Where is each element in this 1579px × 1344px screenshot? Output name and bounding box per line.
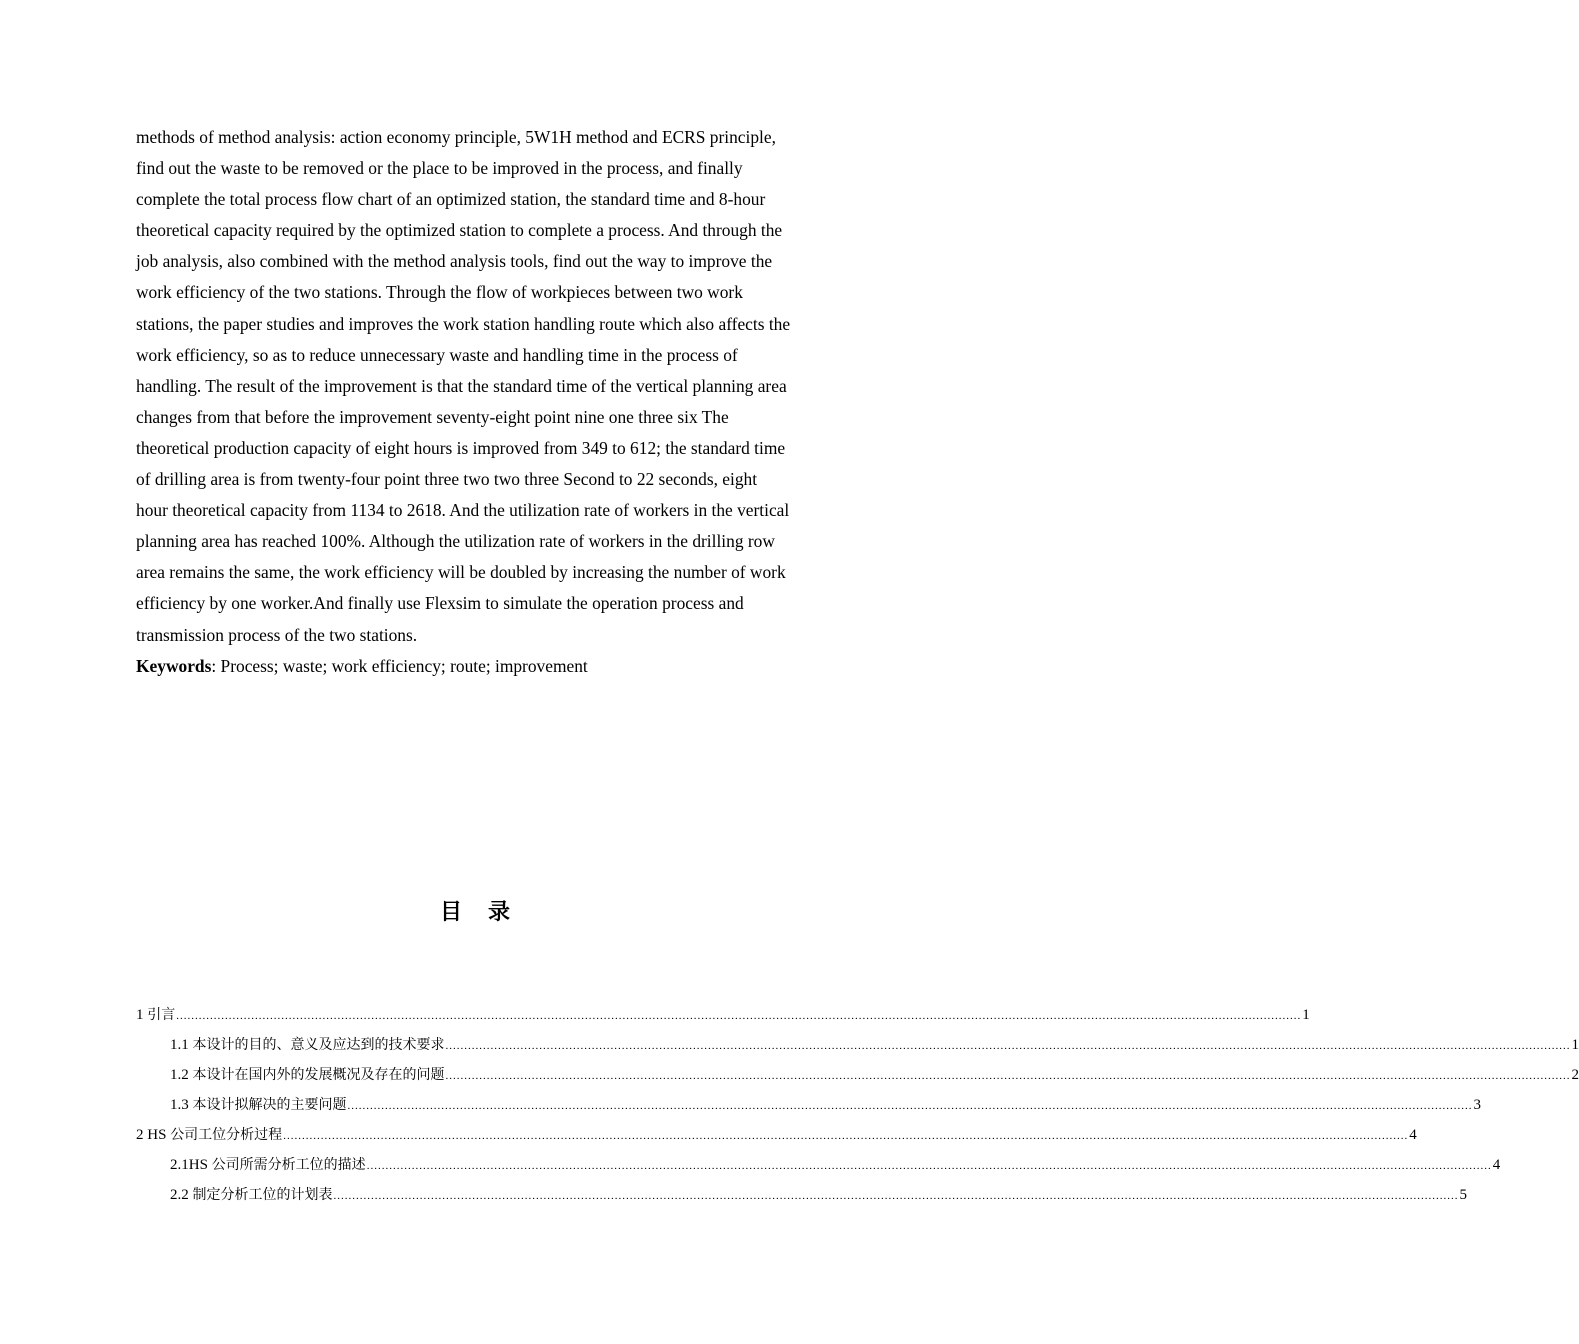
toc-entry-title: 公司所需分析工位的描述 — [211, 1157, 366, 1173]
toc-entry-title: 公司工位分析过程 — [170, 1127, 283, 1143]
toc-entry-page: 4 — [1492, 1157, 1501, 1173]
toc-title — [0, 896, 950, 930]
toc-entry[interactable] — [136, 1180, 1467, 1210]
toc-entry-title: 本设计在国内外的发展概况及存在的问题 — [192, 1067, 445, 1083]
toc-leader-dots: ............................................................................................................................................................................................................................................................................................................ — [347, 1100, 1473, 1112]
abstract-line: transmission process of the two stations. — [136, 624, 418, 645]
toc-entry-number: 2.1HS — [170, 1157, 212, 1173]
abstract-body — [136, 122, 860, 682]
toc-leader-dots: ............................................................................................................................................................................................................................................................................................................ — [445, 1040, 1571, 1052]
toc-entry-number: 2.2 — [170, 1187, 193, 1203]
toc-entry[interactable] — [136, 1150, 1501, 1180]
toc-entry-page: 3 — [1473, 1097, 1481, 1113]
toc-entry[interactable] — [136, 1060, 1579, 1090]
abstract-line: area remains the same, the work efficiency will be doubled by increasing the number of work — [136, 562, 786, 583]
abstract-line: hour theoretical capacity from 1134 to 2618. And the utilization rate of workers in the vertical — [136, 500, 790, 521]
table-of-contents — [136, 1000, 1579, 1210]
abstract-line: job analysis, also combined with the method analysis tools, find out the way to improve the — [136, 251, 773, 272]
toc-entry-page: 1 — [1571, 1037, 1579, 1053]
keywords-text: : Process; waste; work efficiency; route; improvement — [211, 655, 588, 676]
abstract-line: work efficiency of the two stations. Through the flow of workpieces between two work — [136, 282, 743, 303]
abstract-line: stations, the paper studies and improves the work station handling route which also affects the — [136, 313, 791, 334]
toc-entry-page: 5 — [1459, 1187, 1467, 1203]
toc-entry[interactable] — [136, 1090, 1481, 1120]
toc-entry[interactable] — [136, 1000, 1310, 1030]
keywords-line — [136, 651, 860, 682]
toc-entry-title: 本设计的目的、意义及应达到的技术要求 — [192, 1037, 445, 1053]
abstract-line: of drilling area is from twenty-four point three two two three Second to 22 seconds, eight — [136, 469, 758, 490]
abstract-line: handling. The result of the improvement is that the standard time of the vertical planning area — [136, 375, 787, 396]
abstract-line: complete the total process flow chart of an optimized station, the standard time and 8-hour — [136, 189, 766, 210]
toc-leader-dots: ............................................................................................................................................................................................................................................................................................................ — [445, 1070, 1571, 1082]
abstract-line: theoretical capacity required by the optimized station to complete a process. And through the — [136, 220, 783, 241]
toc-leader-dots: ............................................................................................................................................................................................................................................................................................................ — [283, 1130, 1409, 1142]
toc-title-char: 录 — [488, 900, 511, 925]
toc-entry-title: 本设计拟解决的主要问题 — [192, 1097, 347, 1113]
toc-entry-page: 2 — [1571, 1067, 1579, 1083]
toc-leader-dots: ............................................................................................................................................................................................................................................................................................................ — [176, 1010, 1302, 1022]
toc-title-char: 目 — [439, 900, 462, 925]
toc-entry-title: 制定分析工位的计划表 — [192, 1187, 333, 1203]
toc-entry[interactable] — [136, 1120, 1417, 1150]
abstract-line: theoretical production capacity of eight hours is improved from 349 to 612; the standard time — [136, 437, 786, 458]
toc-leader-dots: ............................................................................................................................................................................................................................................................................................................ — [333, 1190, 1459, 1202]
keywords-label: Keywords — [136, 655, 212, 676]
abstract-line: find out the waste to be removed or the place to be improved in the process, and finally — [136, 158, 743, 179]
toc-entry-number: 2 HS — [136, 1127, 171, 1143]
toc-leader-dots: ............................................................................................................................................................................................................................................................................................................ — [366, 1160, 1492, 1172]
toc-entry-number: 1.2 — [170, 1067, 193, 1083]
toc-entry-number: 1.3 — [170, 1097, 193, 1113]
abstract-line: planning area has reached 100%. Although the utilization rate of workers in the drilling row — [136, 531, 775, 552]
toc-entry-page: 4 — [1409, 1127, 1417, 1143]
toc-entry-title: 引言 — [147, 1007, 176, 1023]
toc-entry[interactable] — [136, 1030, 1579, 1060]
toc-entry-number: 1.1 — [170, 1037, 193, 1053]
toc-entry-number: 1 — [136, 1007, 148, 1023]
abstract-line: efficiency by one worker.And finally use Flexsim to simulate the operation process and — [136, 593, 744, 614]
abstract-line: changes from that before the improvement seventy-eight point nine one three six The — [136, 406, 729, 427]
abstract-line: work efficiency, so as to reduce unnecessary waste and handling time in the process of — [136, 344, 738, 365]
toc-entry-page: 1 — [1302, 1007, 1310, 1023]
abstract-line: methods of method analysis: action economy principle, 5W1H method and ECRS principle, — [136, 127, 776, 147]
